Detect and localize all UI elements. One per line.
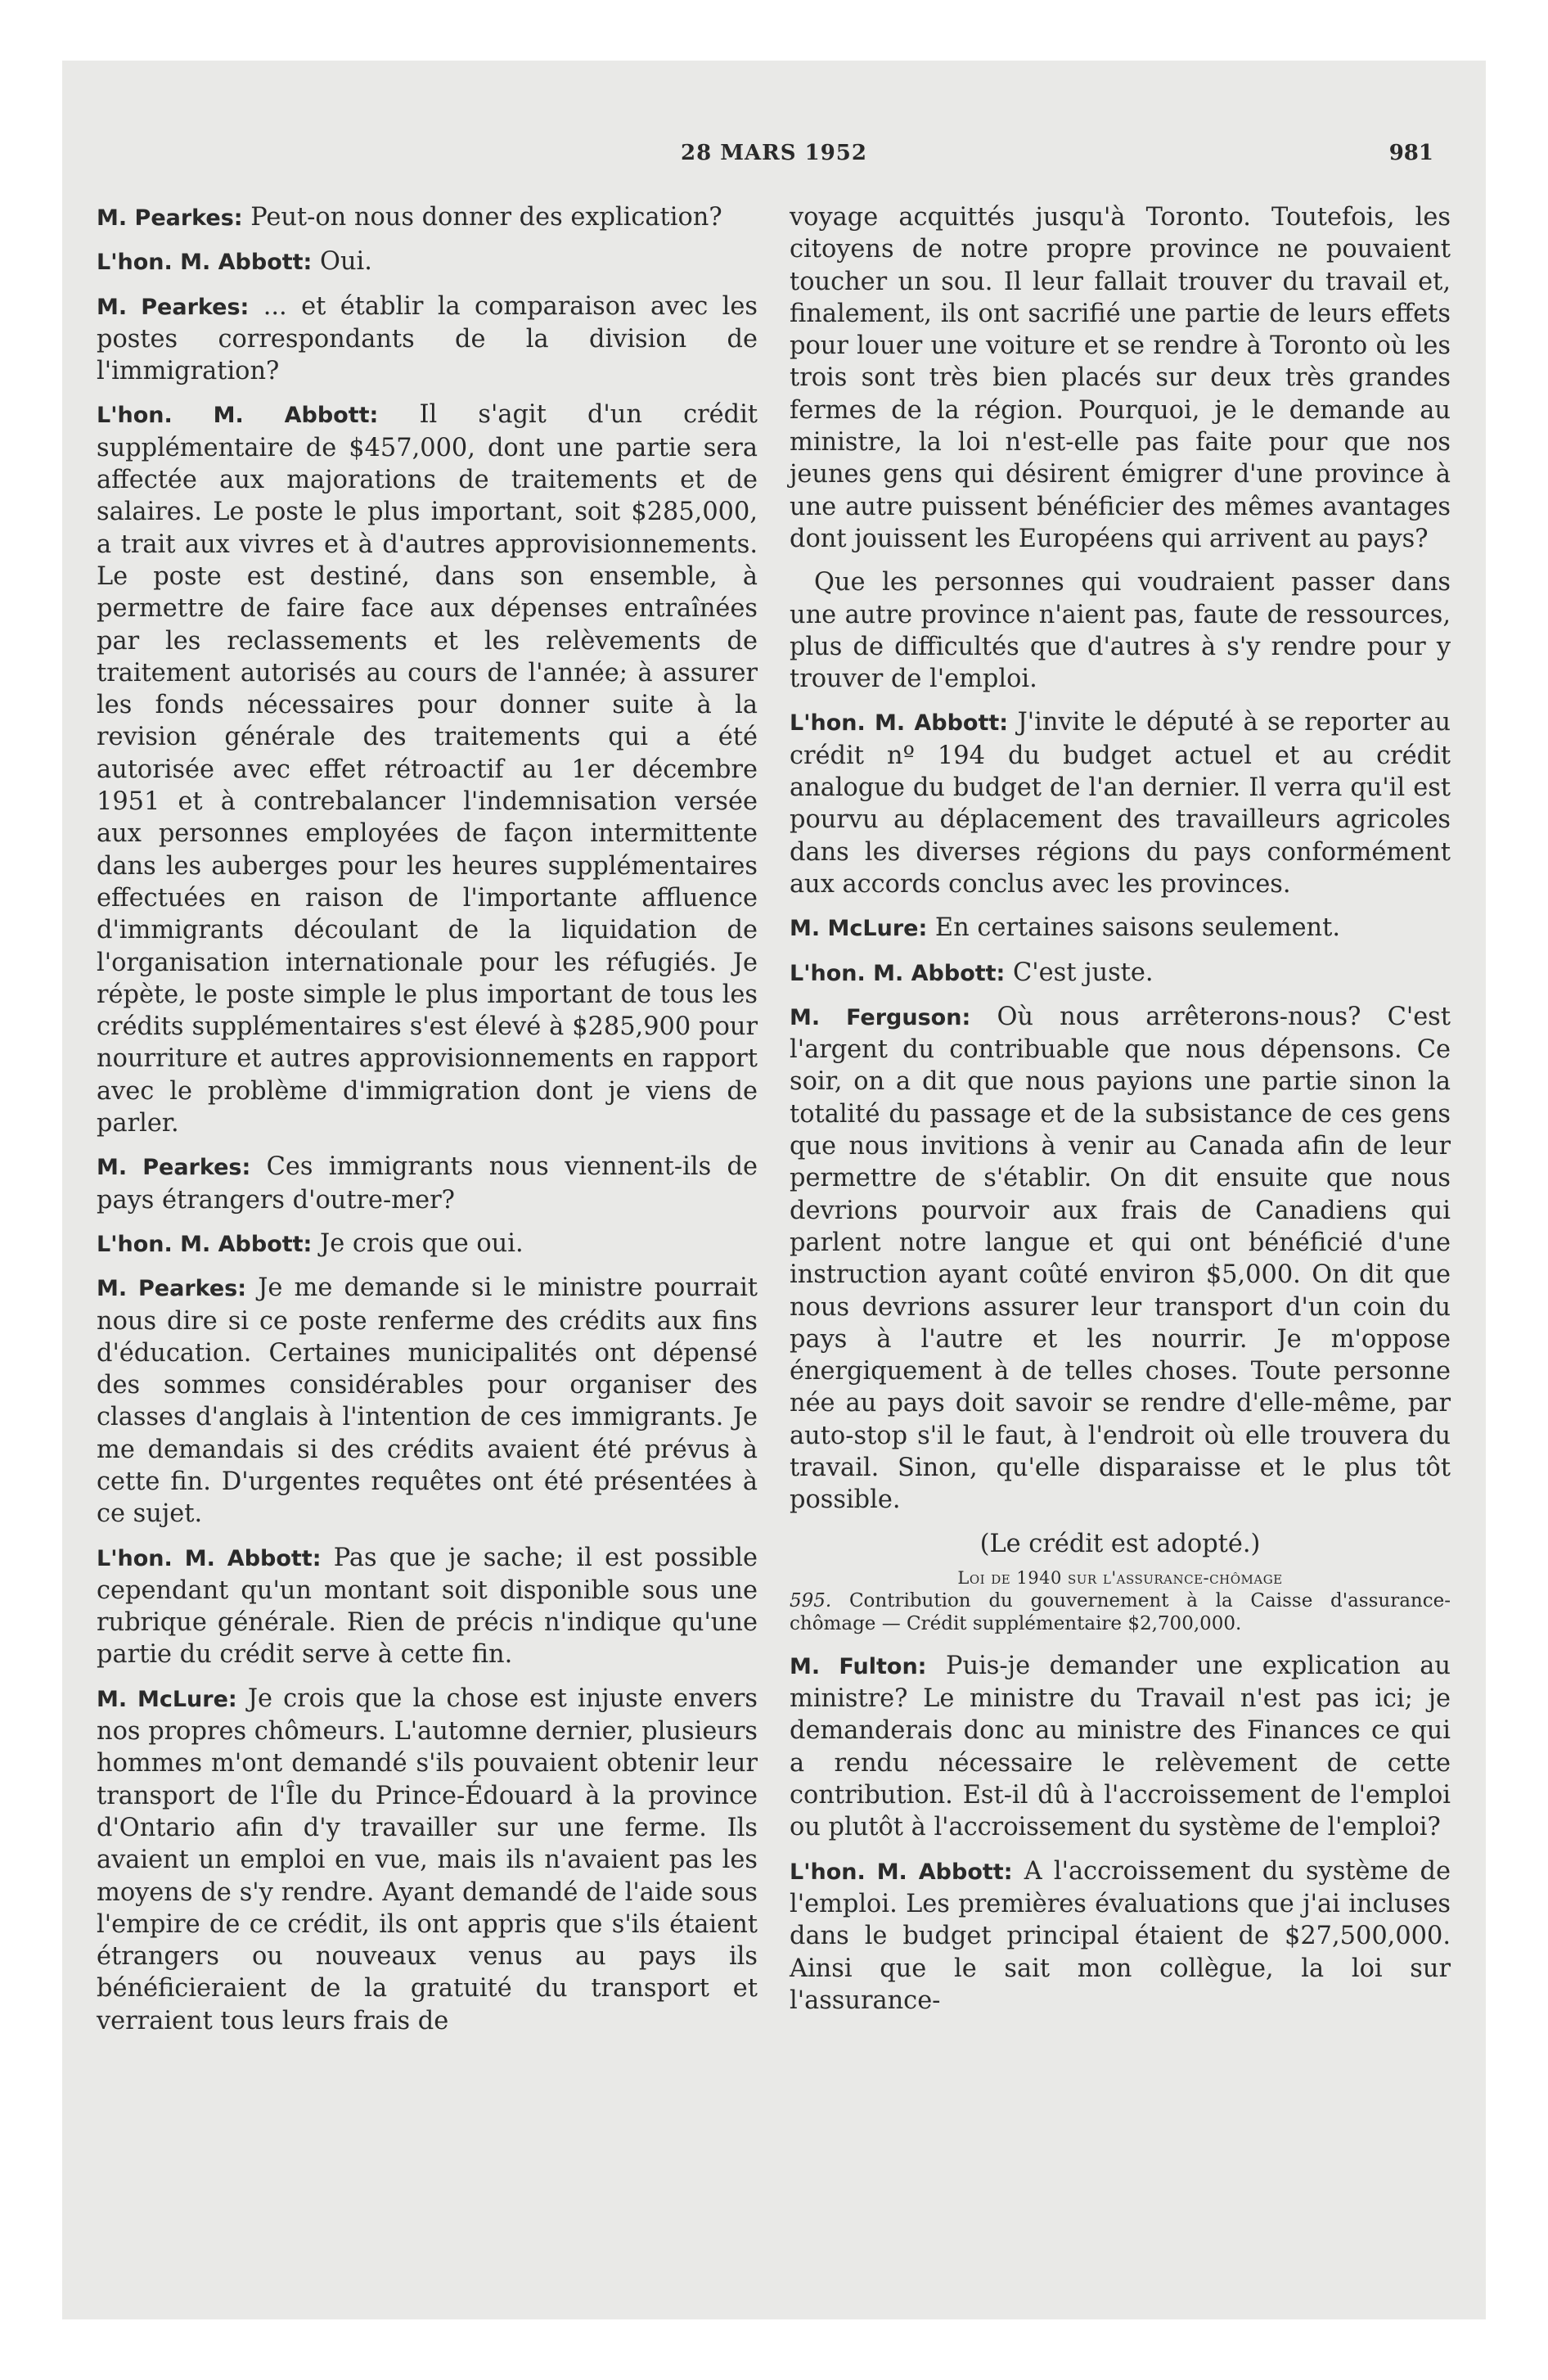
speech-paragraph [97,1272,758,1530]
speaker-name: L'hon. M. Abbott: [97,403,379,429]
speaker-name: L'hon. M. Abbott: [790,710,1009,737]
speech-text: ... et établir la comparaison avec les postes correspondants de la division de l'immigration? [97,291,758,386]
speech-text: J'invite le député à se reporter au crédit nº 194 du budget actuel et au crédit analogue du budget de l'an dernier. Il verra qu'il est pourvu au déplacement des travailleurs agricoles dans les diverses régions du pays conformément aux accords conclus avec les provinces. [790,708,1451,899]
speaker-name: M. Pearkes: [97,1276,247,1302]
scanned-page [62,61,1486,2319]
speech-paragraph [790,1855,1451,2017]
speech-paragraph [97,246,758,278]
speech-text: Où nous arrêterons-nous? C'est l'argent du contribuable que nous dépensons. Ce soir, on a dit que nous payions une partie sinon la totalité du passage et de la subsistance de ces gens que nous invitions à venir au Canada afin de leur permettre de s'établir. On dit ensuite que nous devrions pourvoir aux frais de Canadiens qui parlent notre langue et qui ont bénéficié d'une instruction ayant coûté environ $5,000. On dit que nous devrions assurer leur transport d'un coin du pays à l'autre et les nourrir. Je m'oppose énergiquement à de telles choses. Toute personne née au pays doit savoir se rendre d'elle-même, par auto-stop s'il le faut, à l'endroit où elle trouvera du travail. Sinon, qu'elle disparaisse et le plus tôt possible. [790,1002,1451,1515]
speaker-name: L'hon. M. Abbott: [790,960,1006,986]
speech-text: Oui. [320,247,372,277]
running-header [62,141,1486,174]
speech-paragraph [790,706,1451,900]
speech-paragraph [97,1151,758,1216]
speaker-name: M. Ferguson: [790,1004,971,1030]
speech-text: Je crois que oui. [320,1228,524,1258]
speech-paragraph [97,291,758,388]
speech-paragraph [97,1542,758,1671]
speech-continuation: voyage acquittés jusqu'à Toronto. Toutefois, les citoyens de notre propre province ne pouvaient toucher un sou. Il leur fallait trouver du travail et, finalement, ils ont sacrifié une partie de leurs effets pour louer une voiture et se rendre à Toronto où les trois sont très bien placés sur deux très grandes fermes de la région. Pourquoi, je le demande au ministre, la loi n'est-elle pas faite pour que nos jeunes gens qui désirent émigrer d'une province à une autre puissent bénéficier des mêmes avantages dont jouissent les Européens qui arrivent au pays? [790,203,1451,553]
speaker-name: M. Pearkes: [97,205,243,231]
vote-item [790,1589,1451,1635]
vote-number: 595. [790,1589,832,1611]
right-column [790,201,1451,2028]
speech-paragraph [97,1228,758,1260]
speech-paragraph [790,957,1451,989]
vote-description: Contribution du gouvernement à la Caisse d'assurance-chômage — Crédit supplémentaire $2,700,000. [790,1589,1451,1634]
page-number: 981 [1388,141,1433,165]
left-column [97,201,758,2049]
speaker-name: L'hon. M. Abbott: [97,1231,313,1257]
vote-heading: Loi de 1940 sur l'assurance-chômage [957,1567,1283,1588]
speech-paragraph [97,1683,758,2037]
speech-paragraph [790,912,1451,944]
speech-paragraph [790,1001,1451,1517]
speech-paragraph: Que les personnes qui voudraient passer dans une autre province n'aient pas, faute de ressources, plus de difficultés que d'autres à s'y rendre pour y trouver de l'emploi. [790,568,1451,694]
speech-text: Peut-on nous donner des explication? [250,203,722,232]
vote-adopted-note: (Le crédit est adopté.) [979,1529,1261,1558]
speaker-name: L'hon. M. Abbott: [97,250,313,276]
speech-text: Puis-je demander une explication au ministre? Le ministre du Travail n'est pas ici; je demanderais donc au ministre des Finances ce qui a rendu nécessaire le relèvement de cette contribution. Est-il dû à l'accroissement de l'emploi ou plutôt à l'accroissement du système de l'emploi? [790,1651,1451,1842]
speaker-name: L'hon. M. Abbott: [790,1859,1013,1885]
speaker-name: M. Fulton: [790,1653,927,1679]
header-date: 28 MARS 1952 [681,141,867,165]
speaker-name: L'hon. M. Abbott: [97,1545,322,1571]
speech-text: Je me demande si le ministre pourrait nous dire si ce poste renferme des crédits aux fins d'éducation. Certaines municipalités ont dépensé des sommes considérables pour organiser des classes d'anglais à l'intention de ces immigrants. Je me demandais si des crédits avaient été prévus à cette fin. D'urgentes requêtes ont été présentées à ce sujet. [97,1273,758,1529]
speech-text: Ces immigrants nous viennent-ils de pays étrangers d'outre-mer? [97,1152,758,1215]
speech-text: Il s'agit d'un crédit supplémentaire de $457,000, dont une partie sera affectée aux majorations de traitements et de salaires. Le poste le plus important, soit $285,000, a trait aux vivres et à d'autres approvisionnements. Le poste est destiné, dans son ensemble, à permettre de faire face aux dépenses entraînées par les reclassements et les relèvements de traitement autorisés au cours de l'année; à assurer les fonds nécessaires pour donner suite à la revision générale des traitements qui a été autorisée avec effet rétroactif au 1er décembre 1951 et à contrebalancer l'indemnisation versée aux personnes employées de façon intermittente dans les auberges pour les heures supplémentaires effectuées en raison de l'importante affluence d'immigrants découlant de la liquidation de l'organisation internationale pour les réfugiés. Je répète, le poste simple le plus important de tous les crédits supplémentaires s'est élevé à $285,900 pour nourriture et autres approvisionnements en rapport avec le problème d'immigration dont je viens de parler. [97,400,758,1138]
speech-text: Pas que je sache; il est possible cependant qu'un montant soit disponible sous une rubrique générale. Rien de précis n'indique qu'une partie du crédit serve à cette fin. [97,1543,758,1670]
speech-text: C'est juste. [1013,958,1154,987]
speaker-name: M. Pearkes: [97,1155,251,1181]
speaker-name: M. McLure: [790,916,928,942]
speaker-name: M. Pearkes: [97,294,250,320]
speech-text: En certaines saisons seulement. [934,913,1341,943]
speech-paragraph [97,399,758,1139]
speech-paragraph [790,1650,1451,1844]
speech-text: Je crois que la chose est injuste envers nos propres chômeurs. L'automne dernier, plusieurs hommes m'ont demandé s'ils pouvaient obtenir leur transport de l'Île du Prince-Édouard à la province d'Ontario afin d'y travailler sur une ferme. Ils avaient un emploi en vue, mais ils n'avaient pas les moyens de s'y rendre. Ayant demandé de l'aide sous l'empire de ce crédit, ils ont appris que s'ils étaient étrangers ou nouveaux venus au pays ils bénéficieraient de la gratuité du transport et verraient tous leurs frais de [97,1684,758,2035]
speaker-name: M. McLure: [97,1686,237,1712]
speech-text: A l'accroissement du système de l'emploi. Les premières évaluations que j'ai incluses dans le budget principal étaient de $27,500,000. Ainsi que le sait mon collègue, la loi sur l'assurance- [790,1856,1451,2015]
speech-paragraph [97,201,758,234]
